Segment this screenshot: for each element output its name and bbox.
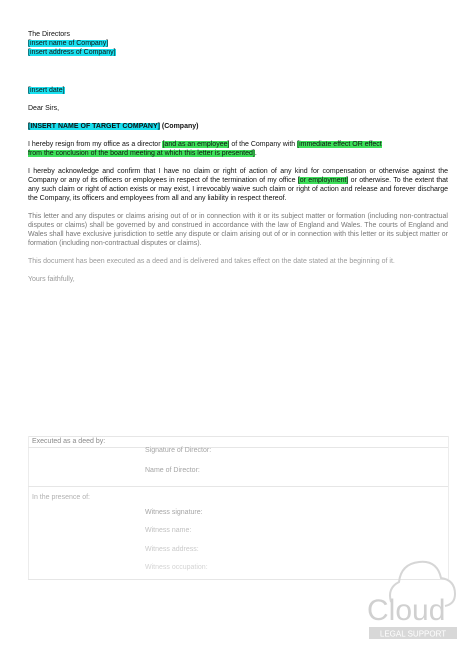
cloud-legal-support-logo <box>353 548 463 648</box>
target-company-placeholder: [INSERT NAME OF TARGET COMPANY] <box>28 123 160 130</box>
company-address-placeholder: [insert address of Company] <box>28 49 116 56</box>
salutation: Dear Sirs, <box>28 105 60 112</box>
employee-option-highlight: [and as an employee] <box>162 141 230 148</box>
p2-text-b: or otherwise. To the extent that any such claim or right of action exists or may exist, I irrevocably waive such claim or right of action and release and forever discharge the Company, its officers and employees from all and any liability in respect thereof. <box>28 177 449 202</box>
resignation-paragraph <box>28 140 448 158</box>
company-name-placeholder: [insert name of Company] <box>28 40 109 47</box>
p1-text-b: of the Company with <box>229 141 298 148</box>
witness-signature-label: Witness signature: <box>145 509 203 516</box>
director-name-label: Name of Director: <box>145 467 200 474</box>
acknowledgement-paragraph <box>28 167 448 203</box>
letter-body <box>28 30 448 284</box>
witness-address-label: Witness address: <box>145 546 199 553</box>
witness-name-label: Witness name: <box>145 527 192 534</box>
governing-law-paragraph: This letter and any disputes or claims arising out of or in connection with it or its subject matter or formation (including non-contractual disputes or claims) shall be governed by and construed in accordance with the law of England and Wales. The courts of England and Wales shall have exclusive jurisdiction to settle any dispute or claim arising out of or in connection with this letter or its subject matter or formation (including non-contractual disputes or claims). <box>28 213 448 247</box>
logo-tagline-text: LEGAL SUPPORT <box>379 629 447 639</box>
addressee: The Directors <box>28 31 71 38</box>
p2-text-a: I hereby acknowledge and confirm that I have no claim or right of action of any kind for compensation or otherwise against the Company or any of its officers or employees in respect of the termination of my office <box>28 168 448 184</box>
subject-suffix: (Company) <box>159 123 199 130</box>
logo-brand-text: Cloud <box>367 594 446 627</box>
executed-header: Executed as a deed by: <box>32 438 106 445</box>
director-signature-label: Signature of Director: <box>145 447 212 454</box>
subject-line <box>28 122 448 131</box>
deed-paragraph: This document has been executed as a deed and is delivered and takes effect on the date stated at the beginning of it. <box>28 258 395 265</box>
closing: Yours faithfully, <box>28 276 75 283</box>
presence-header: In the presence of: <box>32 494 90 501</box>
date-placeholder: [insert date] <box>28 87 65 94</box>
effect-option-highlight-1: [immediate effect OR effect <box>297 141 382 148</box>
p1-text-a: I hereby resign from my office as a director <box>28 141 163 148</box>
p1-end: . <box>254 150 257 157</box>
employment-option-highlight: [or employment] <box>297 177 349 184</box>
effect-option-highlight-2: from the conclusion of the board meeting at which this letter is presented] <box>28 150 255 157</box>
witness-occupation-label: Witness occupation: <box>145 564 208 571</box>
